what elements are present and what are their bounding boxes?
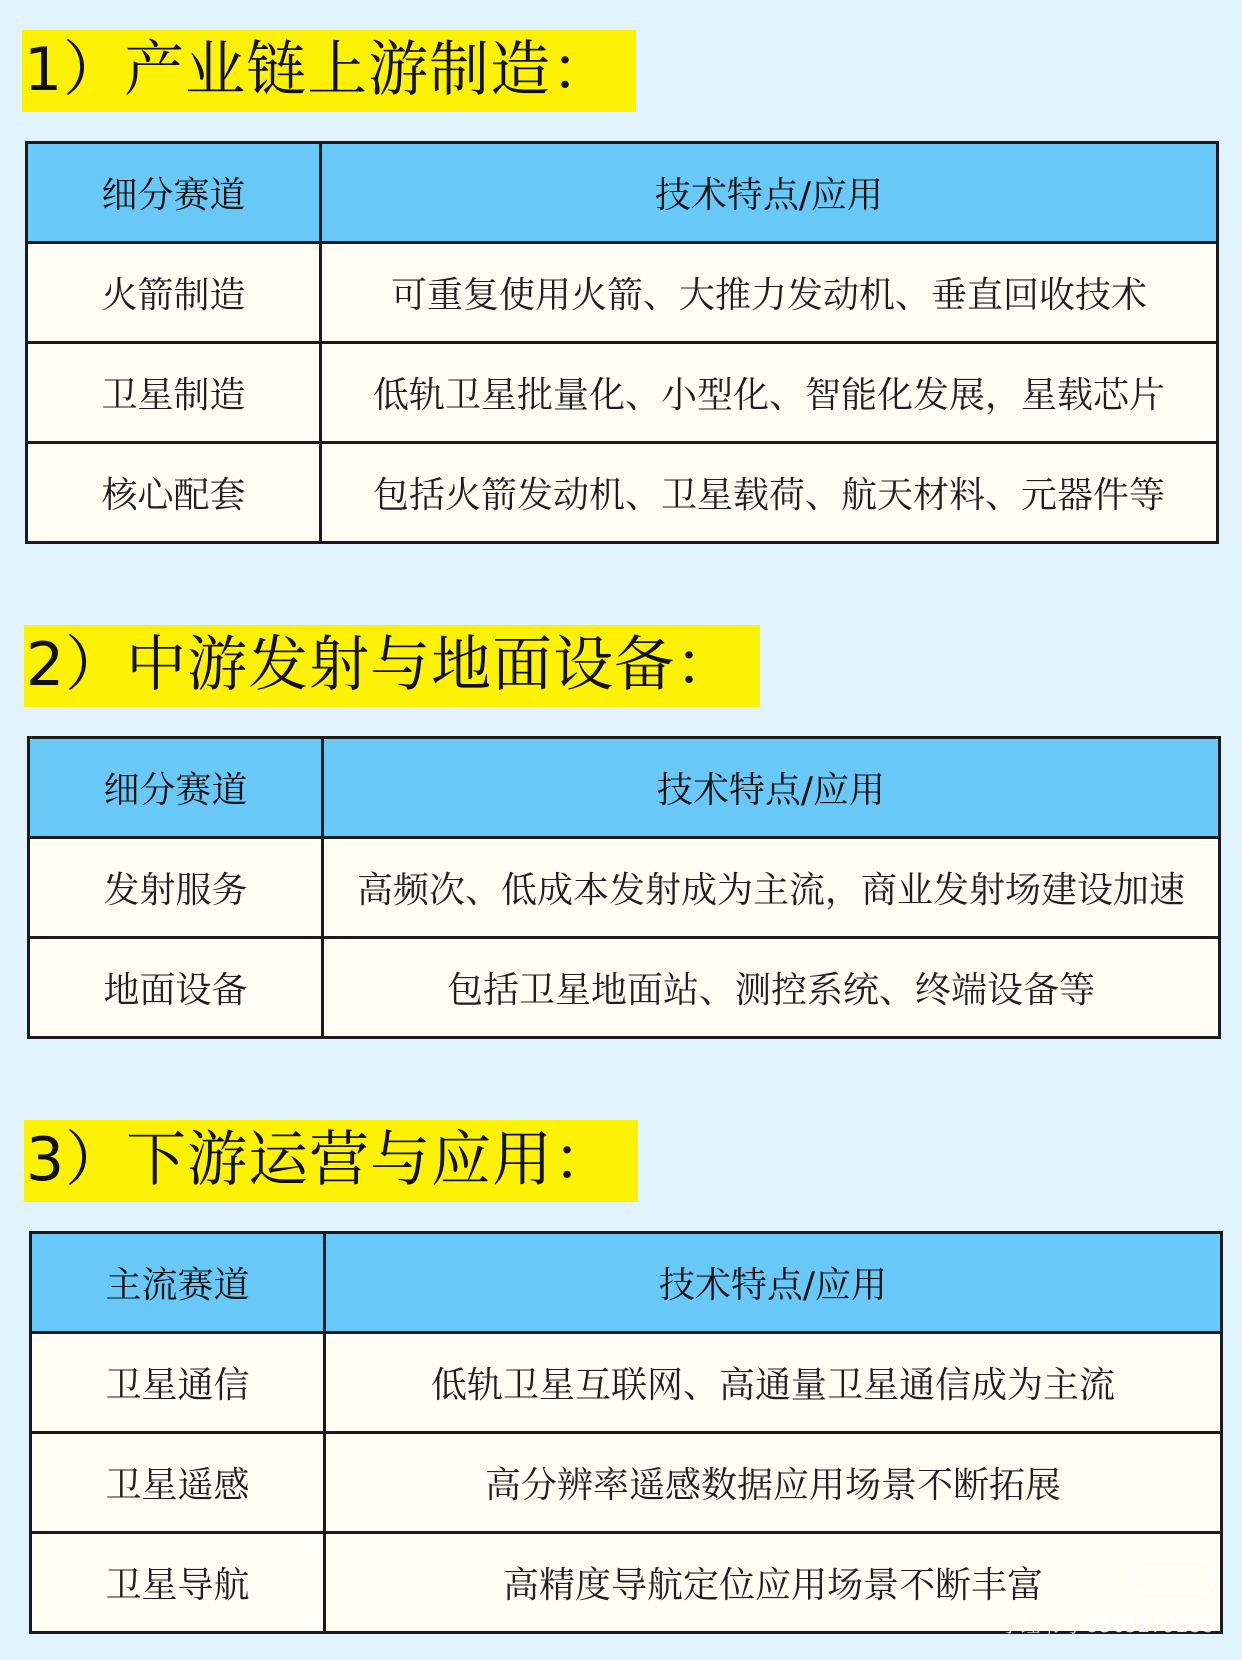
section-1-title: 1）产业链上游制造： xyxy=(22,30,636,112)
column-header-feature: 技术特点/应用 xyxy=(323,738,1220,838)
feature-cell: 高精度导航定位应用场景不断丰富 xyxy=(325,1533,1222,1633)
midstream-table xyxy=(27,736,1221,1039)
table-row xyxy=(27,443,1218,543)
segment-cell: 地面设备 xyxy=(29,938,323,1038)
section-2-title: 2）中游发射与地面设备： xyxy=(24,625,760,707)
column-header-segment: 细分赛道 xyxy=(29,738,323,838)
watermark-logo: 小红书 xyxy=(1132,1560,1214,1594)
table-header-row xyxy=(31,1233,1222,1333)
table-header-row xyxy=(27,143,1218,243)
column-header-segment: 细分赛道 xyxy=(27,143,321,243)
section-3-title: 3）下游运营与应用： xyxy=(24,1120,638,1202)
feature-cell: 包括卫星地面站、测控系统、终端设备等 xyxy=(323,938,1220,1038)
feature-cell: 包括火箭发动机、卫星载荷、航天材料、元器件等 xyxy=(321,443,1218,543)
table-row xyxy=(29,938,1220,1038)
column-header-feature: 技术特点/应用 xyxy=(325,1233,1222,1333)
segment-cell: 卫星通信 xyxy=(31,1333,325,1433)
segment-cell: 发射服务 xyxy=(29,838,323,938)
feature-cell: 低轨卫星互联网、高通量卫星通信成为主流 xyxy=(325,1333,1222,1433)
table-row xyxy=(31,1433,1222,1533)
table-header-row xyxy=(29,738,1220,838)
feature-cell: 高频次、低成本发射成为主流，商业发射场建设加速 xyxy=(323,838,1220,938)
table-row xyxy=(27,343,1218,443)
watermark xyxy=(1000,1560,1214,1638)
segment-cell: 卫星遥感 xyxy=(31,1433,325,1533)
watermark-text: 小红书号 9565279288 xyxy=(1000,1613,1214,1637)
table-row xyxy=(31,1333,1222,1433)
segment-cell: 火箭制造 xyxy=(27,243,321,343)
feature-cell: 高分辨率遥感数据应用场景不断拓展 xyxy=(325,1433,1222,1533)
table-row xyxy=(29,838,1220,938)
column-header-segment: 主流赛道 xyxy=(31,1233,325,1333)
table-row xyxy=(27,243,1218,343)
segment-cell: 核心配套 xyxy=(27,443,321,543)
segment-cell: 卫星制造 xyxy=(27,343,321,443)
column-header-feature: 技术特点/应用 xyxy=(321,143,1218,243)
upstream-table xyxy=(25,141,1219,544)
feature-cell: 低轨卫星批量化、小型化、智能化发展，星载芯片 xyxy=(321,343,1218,443)
feature-cell: 可重复使用火箭、大推力发动机、垂直回收技术 xyxy=(321,243,1218,343)
segment-cell: 卫星导航 xyxy=(31,1533,325,1633)
